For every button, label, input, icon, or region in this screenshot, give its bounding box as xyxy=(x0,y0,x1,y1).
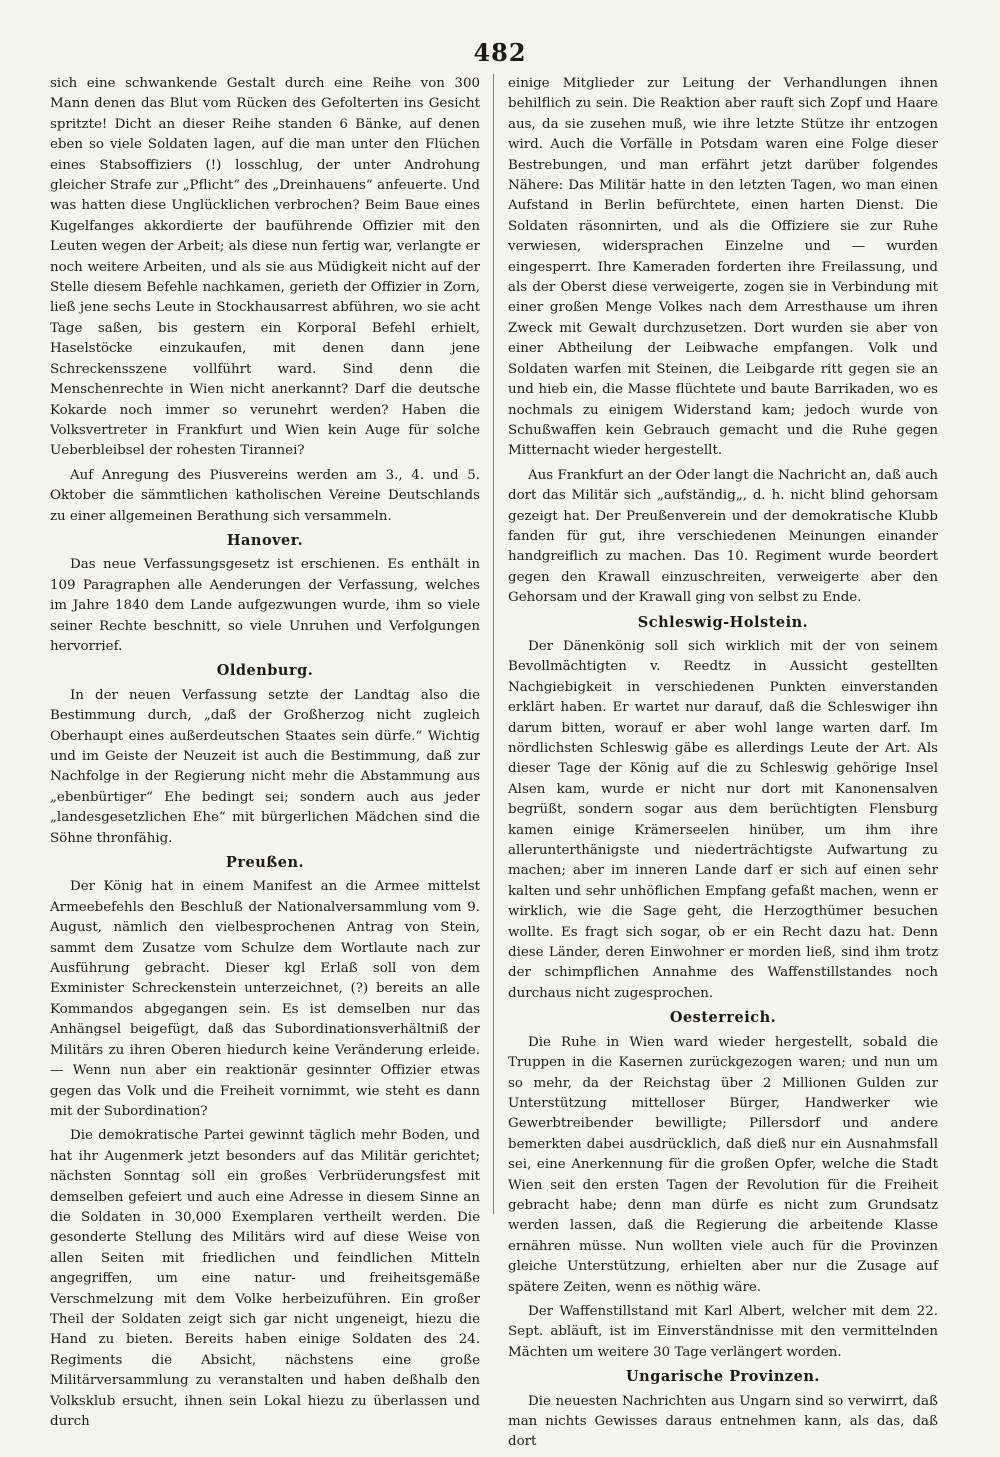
paragraph: Die neuesten Nachrichten aus Ungarn sind so verwirrt, daß man nichts Gewisses daraus entnehmen kann, als das, daß dort xyxy=(508,1393,938,1450)
paragraph: Die Ruhe in Wien ward wieder hergestellt, sobald die Truppen in die Kasernen zurückgezogen waren; und nun um so mehr, da der Reichstag über 2 Millionen Gulden zur Unterstützung mittelloser Bürger, Handwerker wie Gewerbtreibender bewilligte; Pillersdorf und andere bemerkten dabei ausdrücklich, daß dieß nur ein Ausnahmsfall sei, eine Anerkennung für die großen Opfer, welche die Stadt Wien seit den ersten Tagen der Revolution für die Freiheit gebracht habe; denn man dürfe es nicht zum Grundsatz werden lassen, daß die Regierung die arbeitende Klasse ernähren müsse. Nun wollten viele auch für die Provinzen gleiche Unterstützung, erhielten aber nur die Zusage auf spätere Zeiten, wenn es nöthig wäre. xyxy=(508,1034,938,1295)
section-heading-ungarische-provinzen: Ungarische Provinzen. xyxy=(626,1368,820,1386)
section-heading-oesterreich: Oesterreich. xyxy=(669,1009,777,1027)
paragraph: Der König hat in einem Manifest an die Armee mittelst Armeebefehls den Beschluß der Nationalversammlung vom 9. August, nämlich den vielbesprochenen Antrag von Stein, sammt dem Zusatze vom Schulze dem Wortlaute nach zur Ausführung gebracht. Dieser kgl Erlaß soll von dem Exminister Schreckenstein unterzeichnet, (?) bereits an alle Kommandos abgegangen sein. Es ist demselben nur das Anhängsel beigefügt, daß das Subordinationsverhältniß der Militärs zu ihren Oberen hiedurch keine Veränderung erleide. — Wenn nun aber ein reaktionär gesinnter Offizier etwas gegen das Volk und die Freiheit vornimmt, wie steht es dann mit der Subordination? xyxy=(50,879,480,1119)
paragraph: Aus Frankfurt an der Oder langt die Nachricht an, daß auch dort das Militär sich „aufständig„, d. h. nicht blind gehorsam gezeigt hat. Der Preußenverein und der demokratische Klubb fanden für gut, ihre verschiedenen Meinungen einander handgreiflich zu machen. Das 10. Regiment wurde beordert gegen den Krawall einzuschreiten, verweigerte aber den Gehorsam und der Krawall ging von selbst zu Ende. xyxy=(508,467,938,606)
paragraph: Der Dänenkönig soll sich wirklich mit der von seinem Bevollmächtigten v. Reedtz in Aussicht gestellten Nachgiebigkeit in verschiedenen Punkten einverstanden erklärt haben. Er wartet nur darauf, daß die Schleswiger ihn darum bitten, worauf er aber wohl lange warten darf. Im nördlichsten Schleswig gäbe es allerdings Leute der Art. Als dieser Tage der König auf die zu Schleswig gehörige Insel Alsen kam, wurde er nicht nur dort mit Kanonensalven begrüßt, sondern sogar aus dem berüchtigten Flensburg kamen einige Krämerseelen hinüber, um ihm ihre allerunterthänigste und niederträchtigste Aufwartung zu machen; aber im inneren Lande darf er sich auf einen sehr kalten und sehr unhöflichen Empfang gefaßt machen, wenn er wirklich, wie die Sage geht, die Herzogthümer besuchen wollte. Es fragt sich sogar, ob er ein Recht dazu hat. Denn diese Länder, deren Einwohner er morden ließ, sind ihm trotz der schimpflichen Annahme des Waffenstillstandes noch durchaus nicht zugesprochen. xyxy=(508,638,938,1001)
page-number: 482 xyxy=(473,38,527,67)
section-heading-schleswig-holstein: Schleswig-Holstein. xyxy=(637,613,809,631)
section-heading-oldenburg: Oldenburg. xyxy=(216,662,314,680)
paragraph: Der Waffenstillstand mit Karl Albert, welcher mit dem 22. Sept. abläuft, ist im Einverständnisse mit den vermittelnden Mächten um weitere 30 Tage verlängert worden. xyxy=(508,1303,938,1360)
column-rule xyxy=(493,74,494,1214)
paragraph: In der neuen Verfassung setzte der Landtag also die Bestimmung durch, „daß der Großherzog nicht zugleich Oberhaupt eines außerdeutschen Staates sein dürfe.“ Wichtig und im Geiste der Neuzeit ist auch die Bestimmung, daß zur Nachfolge in der Regierung nicht mehr die Abstammung aus „ebenbürtiger“ Ehe bedingt sei; sondern auch aus jeder „landesgesetzlichen Ehe“ mit bürgerlichen Mädchen sind die Söhne thronfähig. xyxy=(50,687,480,846)
section-heading-preussen: Preußen. xyxy=(225,854,305,872)
left-column xyxy=(50,74,480,1436)
paragraph: Die demokratische Partei gewinnt täglich mehr Boden, und hat ihr Augenmerk jetzt besonders auf das Militär gerichtet; nächsten Sonntag soll ein großes Verbrüderungsfest mit demselben gefeiert und auch eine Adresse in diesem Sinne an die Soldaten in 30,000 Exemplaren vertheilt werden. Die gesonderte Stellung des Militärs wird auf diese Weise von allen Seiten mit friedlichen und feindlichen Mitteln angegriffen, um eine natur- und freiheitsgemäße Verschmelzung mit dem Volke herbeizuführen. Ein großer Theil der Soldaten zeigt sich gar nicht ungeneigt, hiezu die Hand zu bieten. Bereits haben einige Soldaten des 24. Regiments die Absicht, nächstens eine große Militärversammlung zu veranstalten und haben deßhalb den Volksklub ersucht, ihnen sein Lokal hiezu zu überlassen und durch xyxy=(50,1128,480,1429)
paragraph: sich eine schwankende Gestalt durch eine Reihe von 300 Mann denen das Blut vom Rücken des Gefolterten ins Gesicht spritzte! Dicht an dieser Reihe standen 6 Bänke, auf denen eben so viele Soldaten lagen, auf die man unter den Flüchen eines Stabsoffiziers (!) losschlug, der unter Androhung gleicher Strafe zur „Pflicht“ des „Dreinhauens“ anfeuerte. Und was hatten diese Unglücklichen verbrochen? Beim Baue eines Kugelfanges akkordierte der bauführende Offizier mit den Leuten wegen der Arbeit; als diese nun fertig war, verlangte er noch weitere Arbeiten, und als sie aus Müdigkeit nicht auf der Stelle diesem Befehle nachkamen, gerieth der Offizier in Zorn, ließ jene sechs Leute in Stockhausarrest abführen, wo sie acht Tage saßen, bis gestern ein Korporal Befehl erhielt, Haselstöcke einzukaufen, mit denen dann jene Schreckensszene vollführt ward. Sind denn die Menschenrechte in Wien nicht anerkannt? Darf die deutsche Kokarde noch immer so verunehrt werden? Haben die Volksvertreter in Frankfurt und Wien kein Auge für solche Ueberbleibsel der rohesten Tirannei? xyxy=(50,76,480,459)
right-column xyxy=(508,74,938,1457)
paragraph: einige Mitglieder zur Leitung der Verhandlungen ihnen behilflich zu sein. Die Reaktion aber rauft sich Zopf und Haare aus, da sie zusehen muß, wie ihre letzte Stütze ihr entzogen wird. Auch die Vorfälle in Potsdam waren eine Folge dieser Bestrebungen, und man erfährt jetzt darüber folgendes Nähere: Das Militär hatte in den letzten Tagen, wo man einen Aufstand in Berlin befürchtete, einen harten Dienst. Die Soldaten räsonnirten, und als die Offiziere sie zur Ruhe verwiesen, widersprachen Einzelne und — wurden eingesperrt. Ihre Kameraden forderten ihre Freilassung, und als der Oberst diese verweigerte, zogen sie in Verbindung mit einer großen Menge Volkes nach dem Arresthause um ihren Zweck mit Gewalt durchzusetzen. Dort wurden sie aber von einer Abtheilung der Leibwache empfangen. Volk und Soldaten warfen mit Steinen, die Leibgarde ritt gegen sie an und hieb ein, die Masse flüchtete und baute Barrikaden, wo es nochmals zu einigem Widerstand kam; jedoch wurde von Schußwaffen kein Gebrauch gemacht und die Ruhe gegen Mitternacht wieder hergestellt. xyxy=(508,76,938,459)
section-heading-hanover: Hanover. xyxy=(226,531,304,549)
paragraph: Auf Anregung des Piusvereins werden am 3., 4. und 5. Oktober die sämmtlichen katholischen Vereine Deutschlands zu einer allgemeinen Berathung sich versammeln. xyxy=(50,467,480,524)
paragraph: Das neue Verfassungsgesetz ist erschienen. Es enthält in 109 Paragraphen alle Aenderungen der Verfassung, welches im Jahre 1840 dem Lande aufgezwungen wurde, ihm so viele seiner Rechte beschnitt, so viele Unruhen und Verfolgungen hervorrief. xyxy=(50,557,480,654)
